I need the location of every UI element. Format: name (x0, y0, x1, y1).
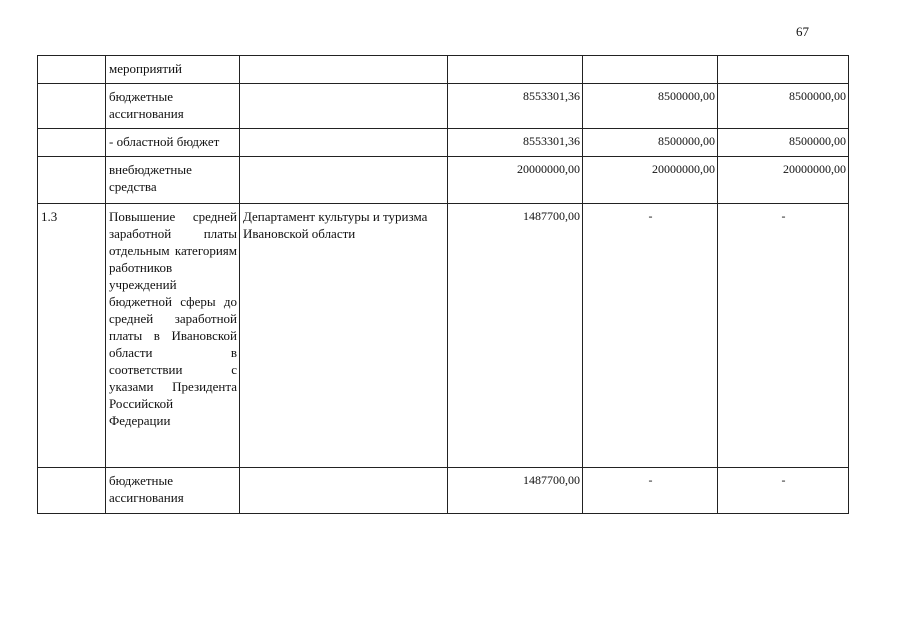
executor-cell (240, 84, 448, 129)
amount-cell: 20000000,00 (718, 157, 849, 204)
amount-cell: 8500000,00 (583, 84, 718, 129)
executor-cell (240, 468, 448, 514)
amount-cell: 20000000,00 (448, 157, 583, 204)
measure-name-cell: мероприятий (106, 56, 240, 84)
row-number-cell (38, 129, 106, 157)
table-row (38, 129, 849, 157)
amount-cell: 1487700,00 (448, 468, 583, 514)
executor-cell (240, 56, 448, 84)
budget-table (37, 55, 849, 514)
table-row (38, 56, 849, 84)
executor-cell (240, 129, 448, 157)
amount-cell: 8553301,36 (448, 84, 583, 129)
page-number: 67 (796, 24, 809, 39)
measure-name-cell: - областной бюджет (106, 129, 240, 157)
amount-cell: 20000000,00 (583, 157, 718, 204)
amount-cell (718, 56, 849, 84)
amount-cell: - (718, 204, 849, 468)
measure-name-cell: внебюджетные средства (106, 157, 240, 204)
table-row (38, 468, 849, 514)
measure-name-cell: бюджетные ассигнования (106, 84, 240, 129)
executor-cell (240, 157, 448, 204)
executor-cell: Департамент культуры и туризма Ивановской области (240, 204, 448, 468)
row-number-cell (38, 84, 106, 129)
amount-cell: - (583, 204, 718, 468)
amount-cell (448, 56, 583, 84)
row-number-cell (38, 157, 106, 204)
table-row (38, 84, 849, 129)
row-number-cell: 1.3 (38, 204, 106, 468)
table-row (38, 204, 849, 468)
table-row (38, 157, 849, 204)
measure-name-cell: Повышение средней заработной платы отдельным категориям работников учреждений бюджетной сферы до средней заработной платы в Ивановской области в соответствии с указами Президента Российской Федерации (106, 204, 240, 468)
amount-cell (583, 56, 718, 84)
amount-cell: 8500000,00 (583, 129, 718, 157)
row-number-cell (38, 56, 106, 84)
measure-name-cell: бюджетные ассигнования (106, 468, 240, 514)
amount-cell: 8500000,00 (718, 84, 849, 129)
amount-cell: - (718, 468, 849, 514)
amount-cell: - (583, 468, 718, 514)
amount-cell: 8553301,36 (448, 129, 583, 157)
amount-cell: 1487700,00 (448, 204, 583, 468)
row-number-cell (38, 468, 106, 514)
amount-cell: 8500000,00 (718, 129, 849, 157)
